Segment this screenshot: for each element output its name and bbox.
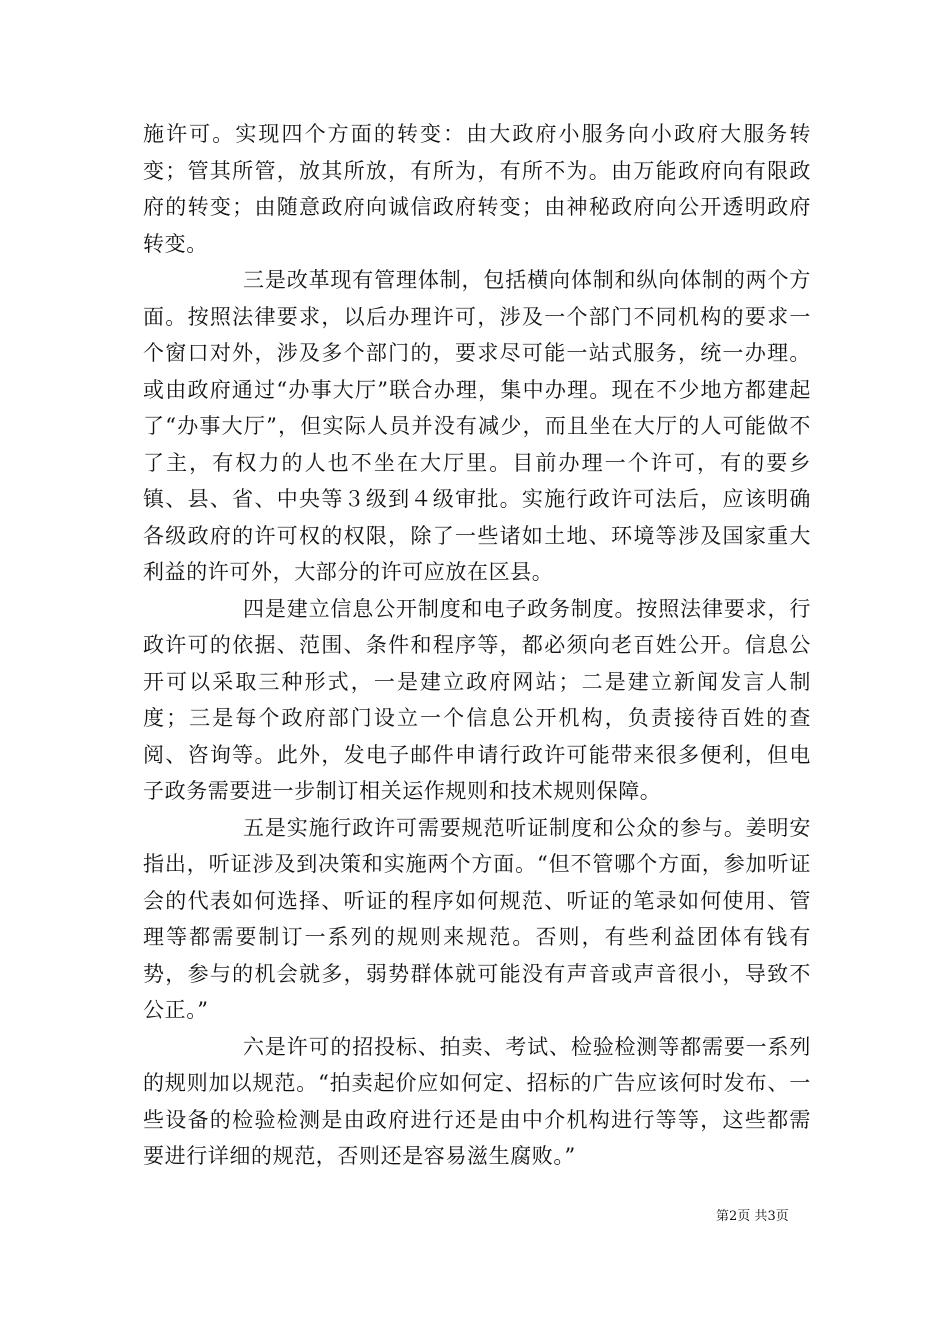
page-mid: 页 共 — [737, 1209, 768, 1224]
page-total: 3 — [767, 1209, 776, 1224]
page-footer — [716, 1205, 789, 1224]
paragraph-three: 三是改革现有管理体制，包括横向体制和纵向体制的两个方面。按照法律要求，以后办理许可，涉及一个部门不同机构的要求一个窗口对外，涉及多个部门的，要求尽可能一站式服务，统一办理。或由政府通过“办事大厅”联合办理，集中办理。现在不少地方都建起了“办事大厅”，但实际人员并没有减少，而且坐在大厅的人可能做不了主，有权力的人也不坐在大厅里。目前办理一个许可，有的要乡镇、县、省、中央等３级到４级审批。实施行政许可法后，应该明确各级政府的许可权的权限，除了一些诸如土地、环境等涉及国家重大利益的许可外，大部分的许可应放在区县。 — [143, 268, 811, 584]
paragraph-continuation: 施许可。实现四个方面的转变：由大政府小服务向小政府大服务转变；管其所管，放其所放，有所为，有所不为。由万能政府向有限政府的转变；由随意政府向诚信政府转变；由神秘政府向公开透明政府转变。 — [143, 122, 811, 256]
page-suffix: 页 — [775, 1209, 789, 1224]
paragraph-four: 四是建立信息公开制度和电子政务制度。按照法律要求，行政许可的依据、范围、条件和程序等，都必须向老百姓公开。信息公开可以采取三种形式，一是建立政府网站；二是建立新闻发言人制度；三是每个政府部门设立一个信息公开机构，负责接待百姓的查阅、咨询等。此外，发电子邮件申请行政许可能带来很多便利，但电子政务需要进一步制订相关运作规则和技术规则保障。 — [143, 596, 811, 803]
page-prefix: 第 — [716, 1209, 730, 1224]
document-body — [143, 116, 811, 1175]
paragraph-five: 五是实施行政许可需要规范听证制度和公众的参与。姜明安指出，听证涉及到决策和实施两个方面。“但不管哪个方面，参加听证会的代表如何选择、听证的程序如何规范、听证的笔录如何使用、管理等都需要制订一系列的规则来规范。否则，有些利益团体有钱有势，参与的机会就多，弱势群体就可能没有声音或声音很小，导致不公正。” — [143, 815, 811, 1022]
paragraph-six: 六是许可的招投标、拍卖、考试、检验检测等都需要一系列的规则加以规范。“拍卖起价应如何定、招标的广告应该何时发布、一些设备的检验检测是由政府进行还是由中介机构进行等等，这些都需要进行详细的规范，否则还是容易滋生腐败。” — [143, 1034, 811, 1168]
page-number: 2 — [729, 1209, 738, 1224]
